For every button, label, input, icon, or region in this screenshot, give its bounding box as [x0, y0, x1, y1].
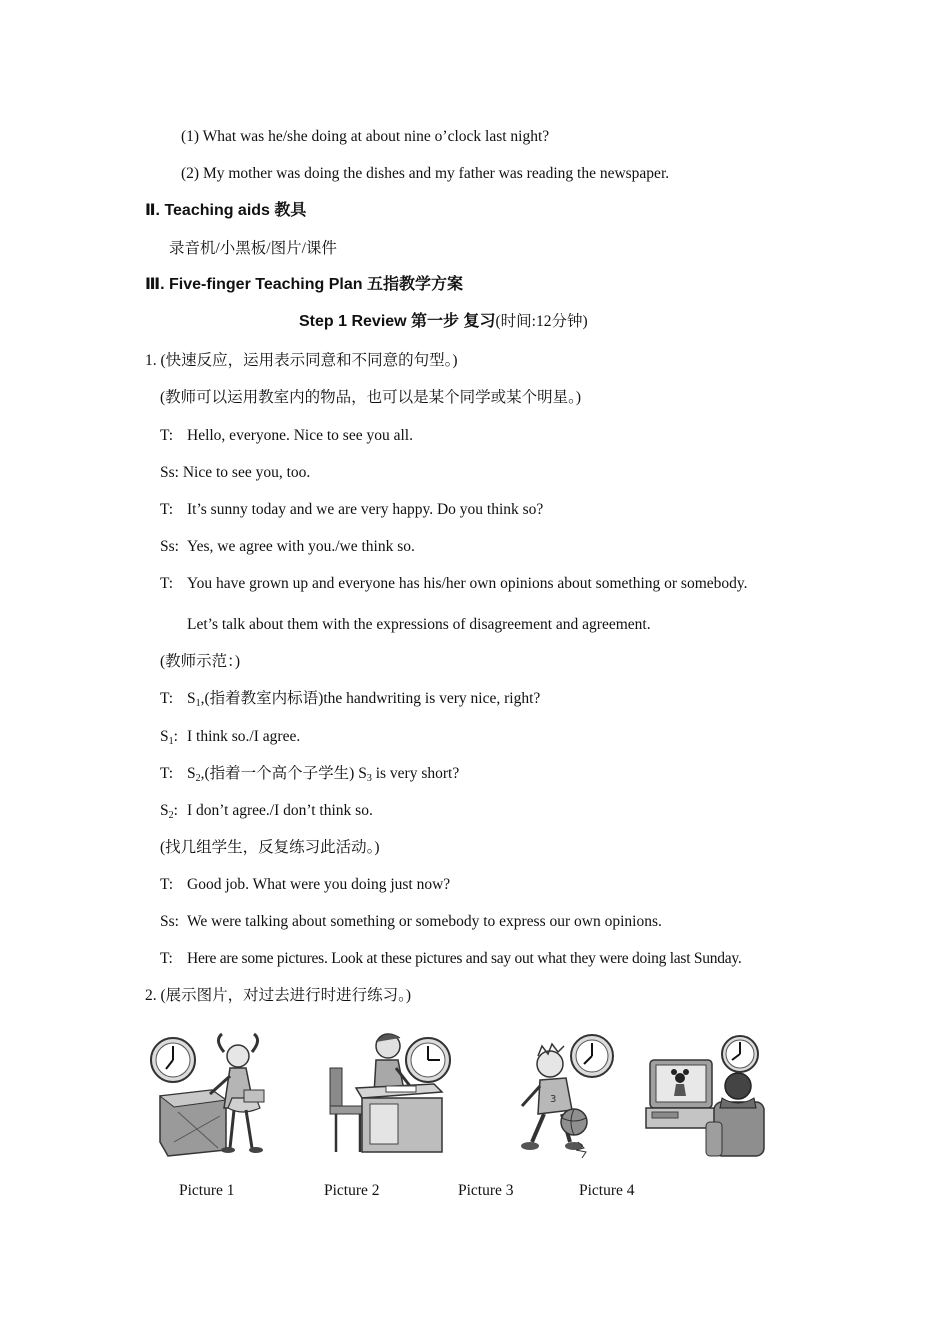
dialogue-line [160, 689, 540, 714]
picture-3-caption: Picture 3 [458, 1182, 514, 1199]
speaker: T: [160, 575, 174, 592]
picture-3-illustration [506, 1030, 636, 1162]
part-2-intro: 2. (展示图片，对过去进行时进行练习。) [145, 987, 412, 1004]
dialogue-line [160, 727, 300, 752]
picture-4-illustration [640, 1030, 770, 1162]
utterance: I don’t agree./I don’t think so. [187, 802, 373, 819]
section-3-number: Ⅲ [145, 276, 161, 293]
picture-1-illustration [148, 1030, 278, 1162]
step-1-time: (时间:12分钟) [495, 313, 588, 330]
teacher-demo-note: (教师示范：) [160, 653, 241, 670]
speaker: $S_2$: [160, 802, 178, 821]
student-number: 1 [195, 698, 201, 709]
step-1-heading [299, 312, 588, 332]
picture-2-caption: Picture 2 [324, 1182, 380, 1199]
dialogue-line [160, 949, 742, 969]
utterance: ,(指着教室内标语)the handwriting is very nice, right? [200, 690, 541, 707]
student-number: 3 [366, 773, 372, 784]
utterance: Nice to see you, too. [182, 464, 311, 481]
utterance: is very short? [371, 765, 460, 782]
section-3-heading [145, 275, 463, 295]
student-ref: S [187, 690, 196, 707]
dialogue-line [160, 912, 662, 932]
speaker: T: [160, 501, 174, 518]
utterance: Yes, we agree with you./we think so. [187, 538, 415, 555]
svg-text:3: 3 [550, 1094, 557, 1105]
speaker: T: [160, 690, 174, 707]
child-icon [720, 1073, 756, 1108]
dialogue-continuation: Let’s talk about them with the expressions of disagreement and agreement. [187, 616, 651, 633]
objective-1: (1) What was he/she doing at about nine o’clock last night? [181, 128, 550, 145]
utterance: Here are some pictures. Look at these pictures and say out what they were doing last Sunday. [187, 950, 742, 967]
part-1-note: (教师可以运用教室内的物品，也可以是某个同学或某个明星。) [160, 389, 582, 406]
washing-machine-icon [160, 1090, 226, 1156]
speaker: Ss: [160, 913, 179, 930]
dialogue-line [160, 574, 748, 594]
picture-4-caption: Picture 4 [579, 1182, 635, 1199]
dialogue-line [160, 764, 459, 789]
step-1-title: Step 1 Review 第一步 复习 [299, 313, 496, 330]
clock-icon [151, 1038, 195, 1082]
section-3-title-cn: 五指教学方案 [366, 276, 463, 293]
speaker: $S_1$: [160, 728, 178, 747]
basketball-icon [561, 1109, 587, 1158]
section-2-number: Ⅱ [145, 202, 156, 219]
speaker: T: [160, 765, 174, 782]
speaker: T: [160, 427, 174, 444]
clock-icon [571, 1035, 613, 1077]
utterance: You have grown up and everyone has his/her own opinions about something or somebody. [187, 575, 748, 592]
utterance: It’s sunny today and we are very happy. Do you think so? [187, 501, 544, 518]
dialogue-line [160, 537, 415, 557]
objective-2: (2) My mother was doing the dishes and my father was reading the newspaper. [181, 165, 670, 182]
desk-icon [356, 1084, 442, 1152]
section-3-title: . Five-finger Teaching Plan [160, 276, 367, 293]
section-2-title-cn: 教具 [274, 202, 307, 219]
utterance: We were talking about something or somebody to express our own opinions. [187, 913, 662, 930]
clock-icon [722, 1036, 758, 1072]
speaker: T: [160, 950, 173, 967]
utterance: Hello, everyone. Nice to see you all. [187, 427, 413, 444]
tv-icon [650, 1060, 712, 1108]
clock-icon [406, 1038, 450, 1082]
speaker: Ss: [160, 464, 179, 481]
chair-icon [330, 1068, 364, 1152]
dialogue-line [160, 426, 413, 446]
dialogue-line [160, 500, 543, 520]
utterance: I think so./I agree. [187, 728, 301, 745]
speaker: T: [160, 876, 174, 893]
section-2-title: . Teaching aids [155, 202, 275, 219]
utterance-part: ,(指着一个高个子学生) S [200, 765, 367, 782]
armchair-icon [706, 1102, 764, 1156]
picture-2-illustration [322, 1030, 452, 1162]
student-number: 2 [195, 773, 201, 784]
section-2-heading [145, 201, 306, 221]
practice-note: (找几组学生，反复练习此活动。) [160, 839, 380, 856]
speaker: Ss: [160, 538, 179, 555]
dialogue-line [160, 463, 310, 483]
dialogue-line [160, 875, 450, 895]
teaching-aids-list: 录音机/小黑板/图片/课件 [169, 240, 337, 257]
tv-stand-icon [646, 1108, 716, 1128]
student-ref: S [187, 765, 196, 782]
dialogue-line [160, 801, 373, 826]
utterance: Good job. What were you doing just now? [187, 876, 451, 893]
part-1-intro: 1. (快速反应，运用表示同意和不同意的句型。) [145, 352, 458, 369]
picture-1-caption: Picture 1 [179, 1182, 235, 1199]
